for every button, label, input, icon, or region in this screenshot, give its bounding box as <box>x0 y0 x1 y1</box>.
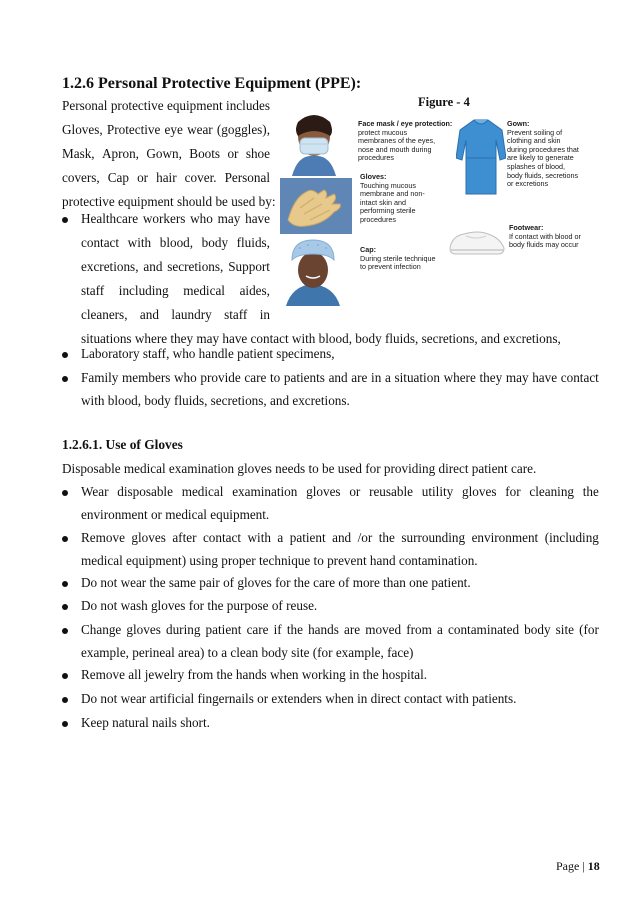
word: examination <box>232 484 298 499</box>
word: Gown, <box>146 146 182 161</box>
word: contact <box>81 235 120 250</box>
word: /or <box>357 530 373 545</box>
ppe-figure <box>278 114 614 310</box>
section-heading: 1.2.6 Personal Protective Equipment (PPE): <box>62 75 362 92</box>
word: a <box>437 622 443 637</box>
word: Personal <box>224 170 270 185</box>
word: the <box>286 622 303 637</box>
word: Cap <box>107 170 130 185</box>
gown-text: clothing and skin <box>507 136 561 146</box>
word: Gloves, <box>62 122 103 137</box>
gloves-bullet-1-line-1 <box>81 483 599 500</box>
word: workers <box>142 211 186 226</box>
bullet-dot <box>62 376 68 382</box>
word: a <box>384 370 391 385</box>
bullet-1-block <box>81 210 270 330</box>
gloves-bullet-7: Do not wear artificial fingernails or extenders when in direct contact with patients. <box>81 691 517 706</box>
word: or <box>349 484 361 499</box>
word: Boots <box>189 146 221 161</box>
figure-label: Figure - 4 <box>418 95 470 109</box>
footwear-title: Footwear: <box>509 223 544 232</box>
word: and <box>139 307 159 322</box>
gloves-bullet-5-line-2: example, perineal area) to a clean body site (for example, face) <box>81 645 414 660</box>
word: have <box>532 370 558 385</box>
gloves-bullet-2-line-2: medical equipment) using proper technique to prevent hand contamination. <box>81 553 478 568</box>
word: body <box>524 622 551 637</box>
word: surrounding <box>401 530 466 545</box>
word: provide <box>200 370 241 385</box>
bullet-dot <box>62 628 68 634</box>
cap-photo <box>278 236 348 306</box>
word: site <box>555 622 574 637</box>
bullet1-line <box>81 210 270 234</box>
bullet1-line <box>81 258 270 282</box>
word: eye <box>164 122 183 137</box>
word: Change <box>81 622 122 637</box>
word: includes <box>226 98 270 113</box>
intro-line <box>62 145 270 169</box>
gloves-bullet-1-line-2: environment or medical equipment. <box>81 507 270 522</box>
word: care <box>246 622 269 637</box>
gloves-bullet-6: Remove all jewelry from the hands when working in the hospital. <box>81 667 428 682</box>
gloves-caption <box>360 173 425 225</box>
word: in <box>259 307 270 322</box>
bullet-dot <box>62 581 68 587</box>
bullet-dot <box>62 536 68 542</box>
word: who <box>174 370 197 385</box>
word: in <box>371 370 382 385</box>
word: (including <box>544 530 599 545</box>
bullet1-line <box>81 234 270 258</box>
word: or <box>227 146 239 161</box>
word: equipment <box>166 98 223 113</box>
gloves-bullet-3: Do not wear the same pair of gloves for the care of more than one patient. <box>81 575 471 590</box>
bullet-dot <box>62 673 68 679</box>
word: utility <box>421 484 454 499</box>
gloves-text: intact skin and <box>360 197 406 207</box>
word: they <box>479 370 503 385</box>
gloves-text: membrane and non- <box>360 189 425 199</box>
gown-text: body fluids, secretions <box>507 170 579 180</box>
word: medical <box>183 283 225 298</box>
cap-title: Cap: <box>360 245 376 254</box>
footwear-text: body fluids may occur <box>509 240 579 250</box>
word: blood, <box>159 235 194 250</box>
bullet-dot <box>62 697 68 703</box>
word: are <box>351 370 368 385</box>
face-mask-text: protect mucous <box>358 127 408 137</box>
word: contaminated <box>448 622 520 637</box>
word: from <box>406 622 432 637</box>
word: Protective <box>106 122 161 137</box>
face-mask-title: Face mask / eye protection: <box>358 119 453 128</box>
bullet-dot <box>62 490 68 496</box>
intro-line <box>62 121 270 145</box>
word: body <box>201 235 229 250</box>
word: patients <box>283 370 325 385</box>
face-mask-text: membranes of the eyes, <box>358 136 436 146</box>
word: who <box>190 211 213 226</box>
word: gloves <box>131 530 166 545</box>
footer-page-word: Page <box>556 859 580 873</box>
word: protective <box>110 98 164 113</box>
gloves-text: Touching mucous <box>360 180 416 190</box>
bullet1-line <box>81 306 270 330</box>
footer-separator: | <box>582 859 585 873</box>
face-mask-photo <box>278 114 348 176</box>
gown-caption <box>507 120 579 189</box>
word: may <box>505 370 529 385</box>
intro-paragraph <box>62 97 276 217</box>
face-mask-caption <box>358 120 452 163</box>
word: reusable <box>369 484 413 499</box>
gloves-bullet-5-line-1 <box>81 621 599 638</box>
word: or <box>137 170 149 185</box>
word: the <box>582 484 599 499</box>
word: moved <box>365 622 402 637</box>
word: care <box>244 370 267 385</box>
bullet-1-last-line: situations where they may have contact with blood, body fluids, secretions, and excretions, <box>81 331 561 346</box>
word: Healthcare <box>81 211 139 226</box>
word: cleaners, <box>81 307 128 322</box>
word: Family <box>81 370 119 385</box>
gown-photo <box>456 118 506 196</box>
word: and <box>328 370 348 385</box>
word: contact <box>202 530 242 545</box>
bullet-dot <box>62 217 68 223</box>
word: Remove <box>81 530 125 545</box>
word: after <box>172 530 197 545</box>
word: shoe <box>245 146 270 161</box>
gown-text: or excretions <box>507 179 549 189</box>
word: including <box>118 283 169 298</box>
gloves-heading: 1.2.6.1. Use of Gloves <box>62 437 183 452</box>
word: gloves <box>126 622 161 637</box>
gloves-bullet-8: Keep natural nails short. <box>81 715 210 730</box>
gloves-bullet-4: Do not wash gloves for the purpose of reuse. <box>81 598 318 613</box>
word: medical <box>181 484 224 499</box>
intro-line <box>62 169 270 193</box>
word: Apron, <box>101 146 139 161</box>
word: patient <box>289 530 326 545</box>
word: (goggles), <box>216 122 270 137</box>
bullet-dot <box>62 721 68 727</box>
gown-text: Prevent soiling of <box>507 127 563 137</box>
word: excretions, <box>81 259 139 274</box>
word: contact <box>560 370 599 385</box>
word: with <box>127 235 152 250</box>
word: patient <box>205 622 242 637</box>
word: gloves <box>462 484 497 499</box>
cap-text: During sterile technique <box>360 253 436 263</box>
cap-text: to prevent infection <box>360 262 421 272</box>
gown-text: are likely to generate <box>507 153 574 163</box>
word: a <box>277 530 284 545</box>
footwear-text: If contact with blood or <box>509 231 581 241</box>
word: members <box>122 370 171 385</box>
word: during <box>165 622 201 637</box>
word: Support <box>228 259 270 274</box>
gloves-intro: Disposable medical examination gloves needs to be used for providing direct patient care. <box>62 461 537 476</box>
word: (for <box>579 622 599 637</box>
word: laundry <box>171 307 212 322</box>
word: disposable <box>117 484 173 499</box>
face-mask-text: nose and mouth during <box>358 144 432 154</box>
word: covers, <box>62 170 100 185</box>
word: cover. <box>184 170 217 185</box>
footer-page-number: 18 <box>587 859 600 873</box>
gown-text: during procedures that <box>507 144 579 154</box>
word: with <box>247 530 271 545</box>
bullet1-line <box>81 282 270 306</box>
intro-last-line: protective equipment should be used by: <box>62 194 276 209</box>
footwear-photo <box>448 222 506 258</box>
word: hands <box>308 622 339 637</box>
word: if <box>273 622 282 637</box>
gown-title: Gown: <box>507 119 530 128</box>
bullet-3-line-1 <box>81 369 599 386</box>
word: for <box>505 484 521 499</box>
word: environment <box>471 530 539 545</box>
bullet-3-line-2: with blood, body fluids, secretions, and excretions. <box>81 393 350 408</box>
word: Wear <box>81 484 109 499</box>
bullet-2: Laboratory staff, who handle patient specimens, <box>81 346 335 361</box>
bullet-dot <box>62 604 68 610</box>
gloves-bullet-2-line-1 <box>81 529 599 546</box>
word: aides, <box>239 283 270 298</box>
page-footer <box>556 859 600 874</box>
gown-text: splashes of blood, <box>507 161 565 171</box>
word: the <box>378 530 395 545</box>
face-mask-text: procedures <box>358 153 394 163</box>
word: cleaning <box>529 484 575 499</box>
word: Mask, <box>62 146 95 161</box>
footwear-caption <box>509 224 581 250</box>
word: staff <box>81 283 105 298</box>
word: to <box>269 370 281 385</box>
word: gloves <box>306 484 341 499</box>
word: wear <box>187 122 213 137</box>
bullet-dot <box>62 352 68 358</box>
gloves-title: Gloves: <box>360 172 387 181</box>
word: secretions, <box>167 259 224 274</box>
word: and <box>143 259 163 274</box>
intro-line <box>62 97 270 121</box>
word: and <box>332 530 352 545</box>
cap-caption <box>360 246 436 272</box>
word: may <box>217 211 241 226</box>
word: have <box>245 211 270 226</box>
word: Personal <box>62 98 108 113</box>
word: are <box>343 622 361 637</box>
word: staff <box>224 307 248 322</box>
word: hair <box>156 170 177 185</box>
word: fluids, <box>236 235 270 250</box>
gloves-text: procedures <box>360 214 396 224</box>
gloves-photo <box>280 178 352 234</box>
word: where <box>443 370 476 385</box>
gloves-text: performing sterile <box>360 206 416 216</box>
word: situation <box>394 370 440 385</box>
